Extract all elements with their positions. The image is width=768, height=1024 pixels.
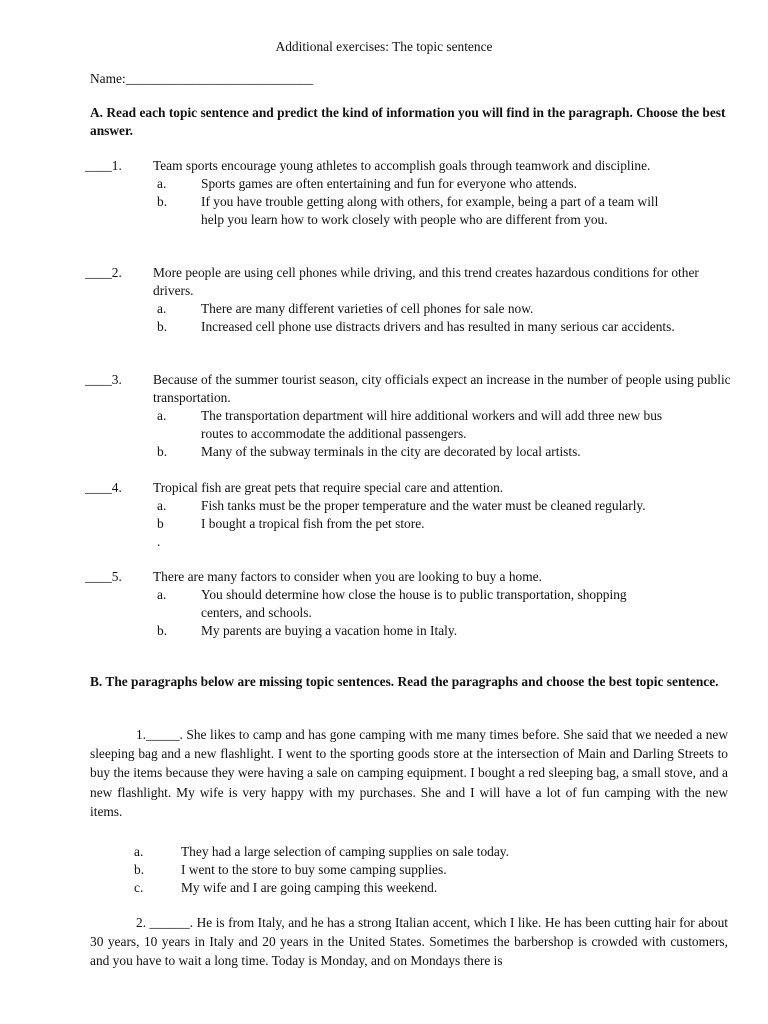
option-letter: b. — [157, 444, 168, 459]
option-b — [157, 318, 735, 336]
topic-sentence: Tropical fish are great pets that require special care and attention. — [153, 480, 504, 495]
option-b — [157, 622, 735, 640]
question-number: ____1. — [85, 158, 122, 173]
question-3 — [85, 371, 735, 461]
question-number: ____4. — [85, 480, 122, 495]
choice-b — [134, 861, 634, 879]
option-text: My parents are buying a vacation home in Italy. — [201, 623, 458, 638]
stray-mark: . — [157, 534, 161, 549]
option-b — [157, 515, 735, 533]
question-number: ____2. — [85, 265, 122, 280]
option-text: The transportation department will hire additional workers and will add three new bus routes to accommodate the additional passengers. — [201, 408, 663, 441]
option-a — [157, 497, 735, 515]
option-letter: a. — [157, 176, 167, 191]
option-letter: b. — [157, 194, 168, 209]
option-text: Fish tanks must be the proper temperature and the water must be cleaned regularly. — [201, 498, 646, 513]
option-text: Many of the subway terminals in the city are decorated by local artists. — [201, 444, 581, 459]
paragraph-1: 1._____. She likes to camp and has gone camping with me many times before. She said that we needed a new sleeping bag and a new flashlight. I went to the sporting goods store at the intersection of Main and Darling Streets to buy the items because they were having a sale on camping equipment. I bought a red sleeping bag, a small stove, and a new flashlight. My wife is very happy with my purchases. She and I will have a lot of fun camping with the new items. — [90, 727, 728, 819]
section-a-heading: A. Read each topic sentence and predict the kind of information you will find in the paragraph. Choose the best answer. — [90, 105, 726, 138]
question-1 — [85, 157, 735, 229]
choice-text: My wife and I are going camping this weekend. — [181, 880, 438, 895]
paragraph-1-choices — [134, 843, 634, 897]
option-text: Increased cell phone use distracts drivers and has resulted in many serious car accidents. — [201, 319, 675, 334]
topic-sentence: There are many factors to consider when you are looking to buy a home. — [153, 569, 542, 584]
topic-sentence: Team sports encourage young athletes to accomplish goals through teamwork and discipline. — [153, 158, 651, 173]
option-text: There are many different varieties of cell phones for sale now. — [201, 301, 534, 316]
option-a — [157, 300, 735, 318]
choice-text: I went to the store to buy some camping supplies. — [181, 862, 447, 877]
question-2 — [85, 264, 735, 336]
choice-a — [134, 843, 634, 861]
option-letter: b. — [157, 623, 168, 638]
question-number: ____3. — [85, 372, 122, 387]
section-b-heading: B. The paragraphs below are missing topic sentences. Read the paragraphs and choose the best topic sentence. — [90, 674, 719, 689]
choice-letter: c. — [134, 880, 144, 895]
option-letter: a. — [157, 587, 167, 602]
choice-letter: b. — [134, 862, 145, 877]
question-5 — [85, 568, 735, 640]
topic-sentence: Because of the summer tourist season, city officials expect an increase in the number of people using public transportation. — [153, 372, 731, 405]
option-text: You should determine how close the house is to public transportation, shopping centers, and schools. — [201, 587, 627, 620]
page-title: Additional exercises: The topic sentence — [275, 39, 493, 54]
option-a — [157, 407, 735, 443]
option-letter: a. — [157, 408, 167, 423]
question-number: ____5. — [85, 569, 122, 584]
option-letter: b. — [157, 319, 168, 334]
option-a — [157, 586, 735, 622]
topic-sentence: More people are using cell phones while driving, and this trend creates hazardous conditions for other drivers. — [153, 265, 699, 298]
option-b — [157, 193, 735, 229]
option-text: I bought a tropical fish from the pet store. — [201, 516, 425, 531]
option-text: If you have trouble getting along with others, for example, being a part of a team will help you learn how to work closely with people who are different from you. — [201, 194, 659, 227]
option-letter: a. — [157, 498, 167, 513]
option-letter: b — [157, 516, 164, 531]
paragraph-2: 2. ______. He is from Italy, and he has a strong Italian accent, which I like. He has been cutting hair for about 30 years, 10 years in Italy and 20 years in the United States. Sometimes the barbershop is crowded with customers, and you have to wait a long time. Today is Monday, and on Mondays there is — [90, 915, 728, 969]
name-field-label: Name:____________________________ — [90, 71, 314, 86]
question-4 — [85, 479, 735, 551]
option-text: Sports games are often entertaining and fun for everyone who attends. — [201, 176, 577, 191]
option-letter: a. — [157, 301, 167, 316]
option-b — [157, 443, 735, 461]
choice-letter: a. — [134, 844, 144, 859]
choice-c — [134, 879, 634, 897]
choice-text: They had a large selection of camping supplies on sale today. — [181, 844, 509, 859]
option-a — [157, 175, 735, 193]
